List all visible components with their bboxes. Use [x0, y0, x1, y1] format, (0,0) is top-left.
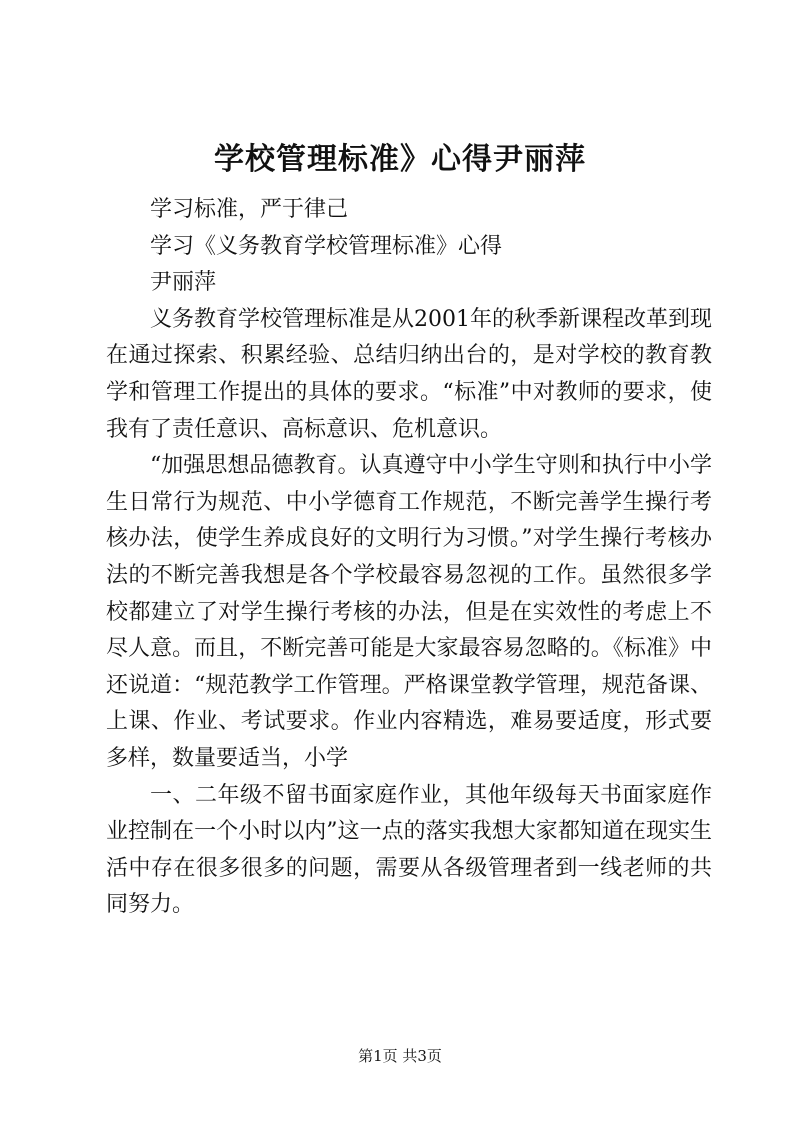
paragraph-heading: 学习《义务教育学校管理标准》心得	[150, 233, 503, 259]
paragraph-author: 尹丽萍	[150, 270, 217, 296]
page-footer: 第1页 共3页	[358, 1047, 442, 1065]
paragraph-body: 一、二年级不留书面家庭作业，其他年级每天书面家庭作业控制在一个小时以内”这一点的落实我想大家都知道在现实生活中存在很多很多的问题，需要从各级管理者到一线老师的共同努力。	[106, 782, 712, 918]
paragraph-body: 义务教育学校管理标准是从2001年的秋季新课程改革到现在通过探索、积累经验、总结归纳出台的，是对学校的教育教学和管理工作提出的具体的要求。“标准”中对教师的要求，使我有了责任意识、高标意识、危机意识。	[106, 306, 712, 442]
document-title: 学校管理标准》心得尹丽萍	[214, 142, 586, 177]
paragraph-subtitle: 学习标准，严于律己	[150, 197, 349, 222]
document-body	[106, 192, 712, 924]
paragraph-body: “加强思想品德教育。认真遵守中小学生守则和执行中小学生日常行为规范、中小学德育工作规范，不断完善学生操行考核办法，使学生养成良好的文明行为习惯。”对学生操行考核办法的不断完善我想是各个学校最容易忽视的工作。虽然很多学校都建立了对学生操行考核的办法，但是在实效性的考虑上不尽人意。而且，不断完善可能是大家最容易忽略的。《标准》中还说道：“规范教学工作管理。严格课堂教学管理，规范备课、上课、作业、考试要求。作业内容精选，难易要适度，形式要多样，数量要适当，小学	[106, 453, 712, 771]
